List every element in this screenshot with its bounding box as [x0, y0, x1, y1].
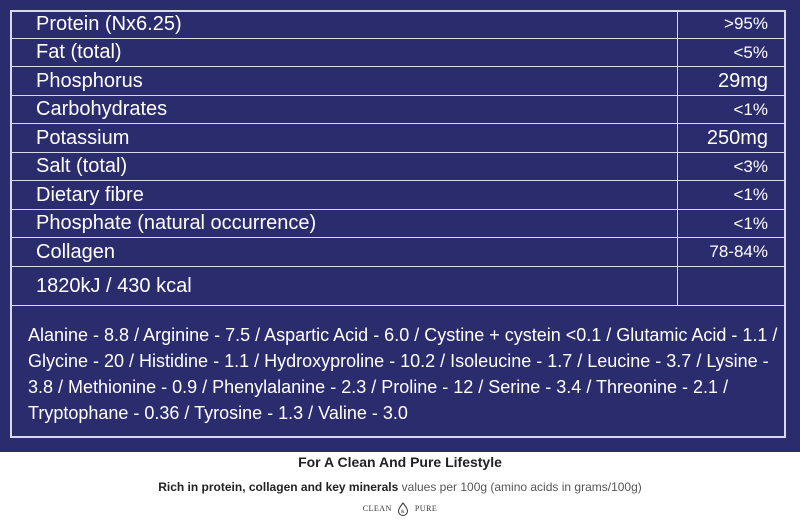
nutrient-name: Carbohydrates [10, 95, 678, 124]
energy-value: 1820kJ / 430 kcal [10, 266, 678, 305]
table-row [10, 38, 786, 67]
table-row [10, 124, 786, 153]
nutrient-value: 29mg [678, 67, 787, 96]
tagline: For A Clean And Pure Lifestyle [298, 454, 502, 470]
nutrient-name: Collagen [10, 238, 678, 267]
droplet-icon [396, 502, 410, 516]
nutrient-name: Fat (total) [10, 38, 678, 67]
values-note-strong: Rich in protein, collagen and key minerals [158, 480, 399, 494]
table-row [10, 10, 786, 38]
nutrient-name: Protein (Nx6.25) [10, 10, 678, 38]
logo-word-right: PURE [414, 503, 438, 513]
logo-word-left: CLEAN [362, 503, 392, 513]
svg-text:&: & [401, 510, 406, 515]
nutrient-value: <5% [678, 38, 787, 67]
energy-row [10, 266, 786, 305]
values-note [0, 480, 800, 494]
nutrient-value: <1% [678, 95, 787, 124]
table-row [10, 67, 786, 96]
energy-empty-cell [678, 266, 787, 305]
nutrient-value: >95% [678, 10, 787, 38]
table-row [10, 238, 786, 267]
nutrient-value: 78-84% [678, 238, 787, 267]
values-note-light: values per 100g (amino acids in grams/100g) [401, 480, 642, 494]
amino-acid-list: Alanine - 8.8 / Arginine - 7.5 / Aspartic Acid - 6.0 / Cystine + cystein <0.1 / Glutamic Acid - 1.1 / Glycine - 20 / Histidine - 1.1 / Hydroxyproline - 10.2 / Isoleucine - 1.7 / Leucine - 3.7 / Lysine - 3.8 / Methionine - 0.9 / Phenylalanine - 2.3 / Proline - 12 / Serine - 3.4 / Threonine - 2.1 / Tryptophane - 0.36 / Tyrosine - 1.3 / Valine - 3.0 [28, 325, 778, 423]
table-row [10, 209, 786, 238]
table-row [10, 152, 786, 181]
nutrient-name: Phosphate (natural occurrence) [10, 209, 678, 238]
nutrition-table [10, 10, 786, 306]
nutrient-name: Salt (total) [10, 152, 678, 181]
nutrient-value: 250mg [678, 124, 787, 153]
nutrient-name: Dietary fibre [10, 181, 678, 210]
brand-logo [0, 502, 800, 516]
table-row [10, 181, 786, 210]
nutrient-name: Phosphorus [10, 67, 678, 96]
nutrient-name: Potassium [10, 124, 678, 153]
table-row [10, 95, 786, 124]
nutrient-value: <1% [678, 209, 787, 238]
nutrient-value: <3% [678, 152, 787, 181]
nutrient-value: <1% [678, 181, 787, 210]
